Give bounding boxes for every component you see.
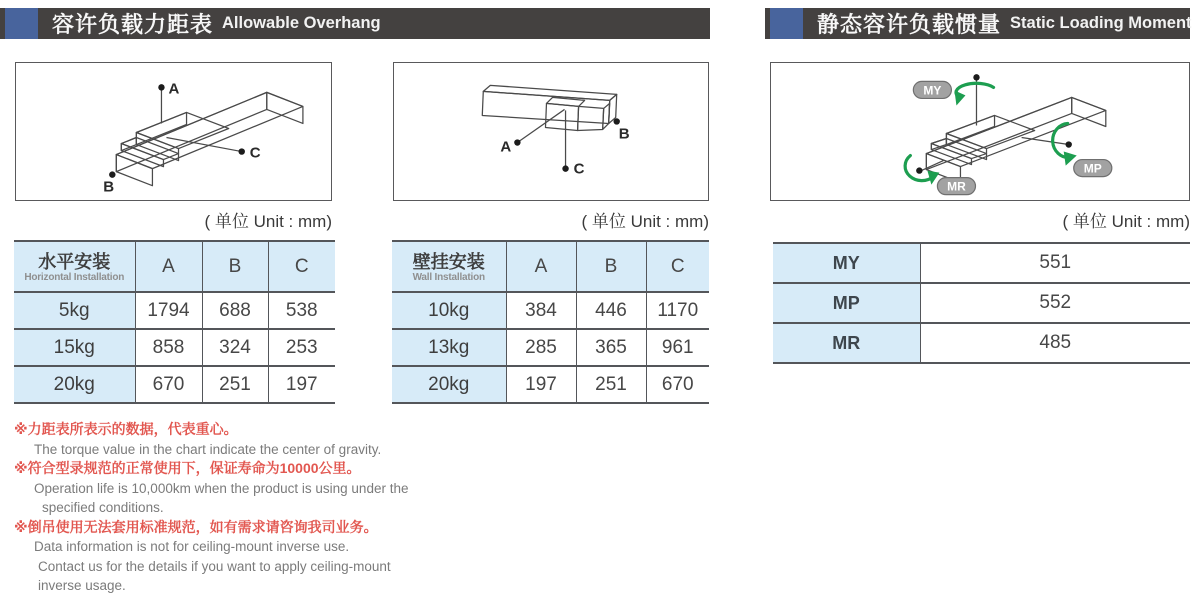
table-header-row <box>392 241 709 292</box>
value-b: 324 <box>202 329 268 366</box>
header-zh: 水平安装 <box>38 252 111 272</box>
col-header-c: C <box>646 241 709 292</box>
diagram-horizontal-installation <box>15 62 332 201</box>
load-label: 10kg <box>392 292 506 329</box>
note-3-en-line3: inverse usage. <box>38 578 126 593</box>
moment-label: MR <box>773 323 920 363</box>
load-label: 5kg <box>14 292 135 329</box>
table-row <box>14 292 335 329</box>
load-label: 15kg <box>14 329 135 366</box>
section-header-static-loading-moment <box>765 8 1190 39</box>
point-b-dot <box>109 171 115 177</box>
moment-label: MP <box>773 283 920 323</box>
load-label: 13kg <box>392 329 506 366</box>
table-row <box>392 366 709 403</box>
col-header-b: B <box>202 241 268 292</box>
table-row <box>392 329 709 366</box>
value-b: 251 <box>202 366 268 403</box>
value-a: 1794 <box>135 292 202 329</box>
static-moment-drawing <box>771 63 1189 200</box>
section-title-en: Static Loading Moment <box>1010 14 1192 32</box>
section-header-allowable-overhang <box>0 8 710 39</box>
unit-label: ( 单位 Unit : mm) <box>581 212 709 231</box>
note-3-zh: ※倒吊使用无法套用标准规范，如有需求请咨询我司业务。 <box>14 518 378 535</box>
point-a-dot <box>158 84 164 90</box>
note-2-en-line2: specified conditions. <box>42 500 164 515</box>
value-c: 670 <box>646 366 709 403</box>
section-title-zh: 容许负载力距表 <box>52 12 214 37</box>
table-wall-overhang <box>392 240 709 404</box>
moment-label: MY <box>773 243 920 283</box>
value-a: 670 <box>135 366 202 403</box>
label-c: C <box>573 160 585 178</box>
header-zh: 壁挂安装 <box>412 252 485 272</box>
value-a: 858 <box>135 329 202 366</box>
table-row <box>14 329 335 366</box>
point-b-dot <box>613 118 619 124</box>
mr-badge-label: MR <box>947 179 966 194</box>
my-arrowhead <box>954 90 965 105</box>
footnotes <box>14 420 504 596</box>
value-b: 688 <box>202 292 268 329</box>
table-static-moment <box>773 242 1190 364</box>
note-3-en-line2: Contact us for the details if you want to apply ceiling-mount <box>38 558 391 574</box>
col-header-a: A <box>506 241 576 292</box>
diagram-static-loading-moment <box>770 62 1190 201</box>
point-c-dot <box>562 165 568 171</box>
label-b: B <box>618 125 630 143</box>
moment-value: 485 <box>920 323 1190 363</box>
value-c: 253 <box>268 329 335 366</box>
my-axis-dot <box>973 74 979 80</box>
table-row <box>773 243 1190 283</box>
value-a: 285 <box>506 329 576 366</box>
diagram-wall-installation <box>393 62 709 201</box>
value-a: 197 <box>506 366 576 403</box>
header-en: Horizontal Installation <box>24 272 125 283</box>
load-label: 20kg <box>392 366 506 403</box>
label-b: B <box>103 178 115 196</box>
note-1-zh: ※力距表所表示的数据，代表重心。 <box>14 421 238 437</box>
label-a: A <box>500 138 512 156</box>
my-badge-label: MY <box>923 83 942 98</box>
table-corner-header <box>392 241 506 292</box>
label-c: C <box>249 144 261 162</box>
value-c: 961 <box>646 329 709 366</box>
horizontal-installation-drawing <box>16 63 331 200</box>
note-2-zh: ※符合型录规范的正常使用下，保证寿命为10000公里。 <box>14 460 361 476</box>
note-3-en-line1: Data information is not for ceiling-mount inverse use. <box>34 539 350 554</box>
section-title-zh: 静态容许负载惯量 <box>817 12 1002 37</box>
value-b: 365 <box>576 329 646 366</box>
col-header-b: B <box>576 241 646 292</box>
moment-value: 552 <box>920 283 1190 323</box>
table-corner-header <box>14 241 135 292</box>
table-horizontal-overhang <box>14 240 335 404</box>
col-header-a: A <box>135 241 202 292</box>
label-a: A <box>168 80 180 98</box>
note-1-en: The torque value in the chart indicate the center of gravity. <box>34 441 382 457</box>
table-row <box>773 283 1190 323</box>
mr-axis-dot <box>916 167 922 173</box>
point-c-dot <box>239 148 245 154</box>
value-a: 384 <box>506 292 576 329</box>
value-c: 1170 <box>646 292 709 329</box>
header-accent-square <box>770 8 803 39</box>
table-header-row <box>14 241 335 292</box>
load-label: 20kg <box>14 366 135 403</box>
moment-value: 551 <box>920 243 1190 283</box>
value-c: 538 <box>268 292 335 329</box>
unit-label: ( 单位 Unit : mm) <box>1062 212 1190 231</box>
note-2-en-line1: Operation life is 10,000km when the product is using under the <box>34 480 409 496</box>
unit-label: ( 单位 Unit : mm) <box>204 212 332 231</box>
table-row <box>392 292 709 329</box>
point-a-dot <box>514 139 520 145</box>
header-accent-square <box>5 8 38 39</box>
table-row <box>773 323 1190 363</box>
value-c: 197 <box>268 366 335 403</box>
wall-installation-drawing <box>394 63 708 200</box>
mp-axis-dot <box>1066 141 1072 147</box>
value-b: 446 <box>576 292 646 329</box>
section-title-en: Allowable Overhang <box>222 14 381 32</box>
table-row <box>14 366 335 403</box>
mp-badge-label: MP <box>1083 161 1102 176</box>
value-b: 251 <box>576 366 646 403</box>
header-en: Wall Installation <box>412 272 485 283</box>
col-header-c: C <box>268 241 335 292</box>
